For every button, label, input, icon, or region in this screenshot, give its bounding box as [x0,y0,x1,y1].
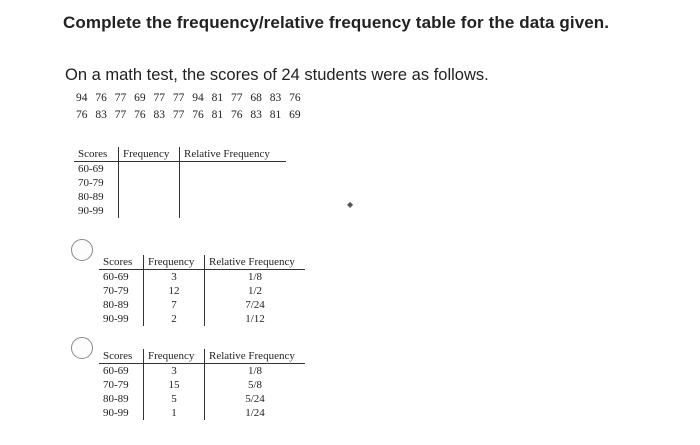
score-range: 60-69 [103,271,129,283]
relative-frequency-cell: 7/24 [205,298,306,312]
relative-frequency-cell: 1/2 [205,284,306,298]
score-range: 90-99 [103,407,129,419]
table-row [99,392,305,406]
table-row [99,284,305,298]
data-values-row-1: 94 76 77 69 77 77 94 81 77 68 83 76 [76,92,301,104]
score-range: 80-89 [103,393,129,405]
table-row [74,176,286,190]
frequency-cell: 3 [144,270,205,285]
score-range: 80-89 [78,191,104,203]
question-intro: On a math test, the scores of 24 students were as follows. [65,66,489,84]
option-a-table [99,255,305,326]
table-row [99,378,305,392]
frequency-cell [119,162,180,177]
relative-frequency-cell: 1/8 [205,270,306,285]
table-row [74,204,286,218]
frequency-cell: 15 [144,378,205,392]
header-relative-frequency: Relative Frequency [205,255,306,270]
relative-frequency-cell [180,176,287,190]
score-range: 60-69 [103,365,129,377]
header-frequency: Frequency [144,349,205,364]
blank-frequency-table [74,147,286,218]
score-range: 70-79 [78,177,104,189]
table-row [99,298,305,312]
header-frequency: Frequency [144,255,205,270]
frequency-cell: 12 [144,284,205,298]
option-b-radio[interactable] [71,337,93,359]
score-range: 90-99 [78,205,104,217]
table-row [99,312,305,326]
frequency-cell: 1 [144,406,205,420]
mouse-cursor-icon: ◆ [347,200,354,209]
relative-frequency-cell: 1/8 [205,364,306,379]
frequency-cell [119,204,180,218]
score-range: 70-79 [103,379,129,391]
relative-frequency-cell: 1/12 [205,312,306,326]
frequency-cell [119,176,180,190]
header-relative-frequency: Relative Frequency [180,147,287,162]
table-row [74,162,286,177]
relative-frequency-cell: 5/8 [205,378,306,392]
relative-frequency-cell [180,204,287,218]
frequency-cell [119,190,180,204]
relative-frequency-cell [180,190,287,204]
header-relative-frequency: Relative Frequency [205,349,306,364]
question-title: Complete the frequency/relative frequency table for the data given. [63,13,610,32]
frequency-cell: 2 [144,312,205,326]
frequency-cell: 5 [144,392,205,406]
score-range: 80-89 [103,299,129,311]
table-row [74,190,286,204]
table-row [99,364,305,379]
table-row [99,270,305,285]
relative-frequency-cell [180,162,287,177]
score-range: 60-69 [78,163,104,175]
frequency-cell: 3 [144,364,205,379]
table-row [99,406,305,420]
option-a-radio[interactable] [71,239,93,261]
relative-frequency-cell: 5/24 [205,392,306,406]
option-b-table [99,349,305,420]
header-scores: Scores [99,255,144,270]
score-range: 70-79 [103,285,129,297]
header-scores: Scores [74,147,119,162]
data-values-row-2: 76 83 77 76 83 77 76 81 76 83 81 69 [76,109,301,121]
score-range: 90-99 [103,313,129,325]
frequency-cell: 7 [144,298,205,312]
header-scores: Scores [99,349,144,364]
relative-frequency-cell: 1/24 [205,406,306,420]
header-frequency: Frequency [119,147,180,162]
